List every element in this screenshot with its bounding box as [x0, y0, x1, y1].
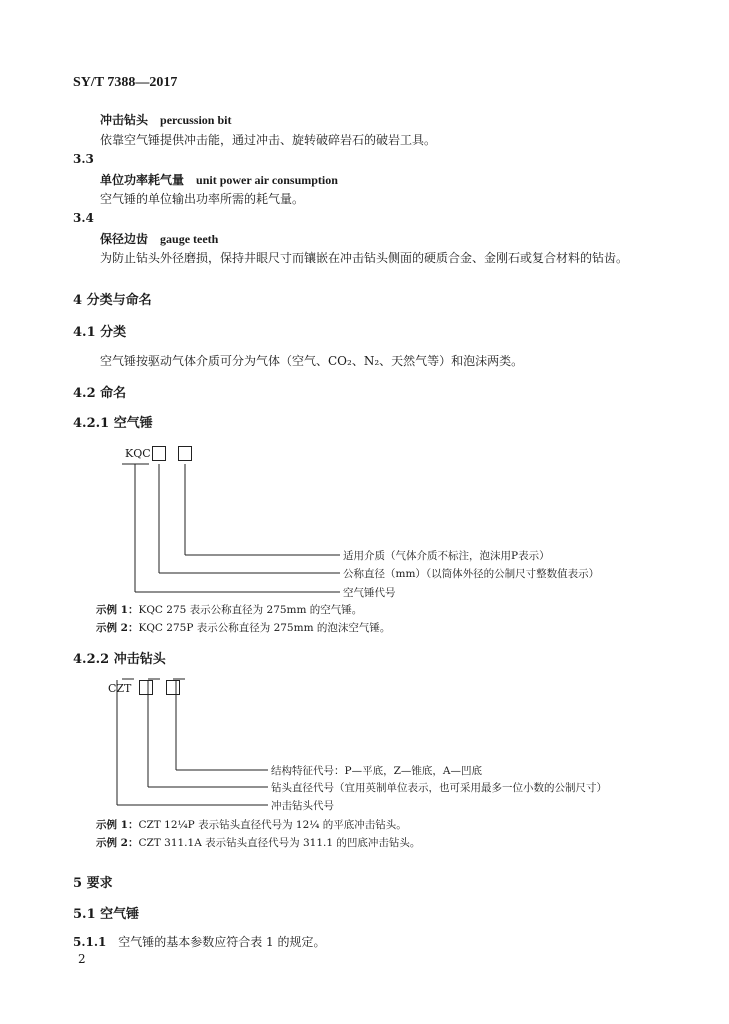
diagram-prefix: KQC: [125, 447, 151, 460]
example-label: 示例 1：: [96, 604, 139, 616]
section-4-title: 4 分类与命名: [73, 293, 152, 308]
term-zh: 冲击钻头: [100, 113, 149, 127]
example-label: 示例 2：: [96, 622, 139, 634]
section-4-1-text: 空气锤按驱动气体介质可分为气体（空气、CO₂、N₂、天然气等）和泡沫两类。: [100, 354, 524, 368]
term-definition: 依靠空气锤提供冲击能，通过冲击、旋转破碎岩石的破岩工具。: [100, 133, 437, 147]
example-text: KQC 275P 表示公称直径为 275mm 的泡沫空气锤。: [138, 622, 391, 634]
section-4-1-title: 4.1 分类: [73, 325, 127, 340]
term-definition: 为防止钻头外径磨损，保持井眼尺寸而镶嵌在冲击钻头侧面的硬质合金、金刚石或复合材料的钻齿。: [100, 251, 629, 265]
example: [96, 620, 390, 635]
term-definition: 空气锤的单位输出功率所需的耗气量。: [100, 192, 305, 206]
section-4-2-title: 4.2 命名: [73, 386, 127, 401]
example-text: CZT 12¼P 表示钻头直径代号为 12¼ 的平底冲击钻头。: [138, 819, 407, 831]
term-en: gauge teeth: [160, 232, 219, 246]
example-text: KQC 275 表示公称直径为 275mm 的空气锤。: [138, 604, 363, 616]
clause-number: 5.1.1: [73, 935, 107, 949]
section-4-2-2-title: 4.2.2 冲击钻头: [73, 652, 166, 667]
term-en: percussion bit: [160, 113, 232, 127]
section-5-1-title: 5.1 空气锤: [73, 907, 140, 922]
code-box-diameter: [139, 680, 153, 695]
clause-text: 空气锤的基本参数应符合表 1 的规定。: [118, 935, 326, 949]
code-box-structure: [166, 680, 180, 695]
diagram-label: 适用介质（气体介质不标注，泡沫用P表示）: [343, 550, 550, 562]
term-number: 3.4: [73, 211, 94, 225]
diagram-label: 空气锤代号: [343, 587, 396, 599]
example: [96, 835, 420, 850]
term-en: unit power air consumption: [196, 173, 338, 187]
page-number: 2: [78, 952, 86, 966]
diagram-label: 钻头直径代号（宜用英制单位表示，也可采用最多一位小数的公制尺寸）: [271, 782, 607, 794]
term-zh: 单位功率耗气量: [100, 173, 185, 187]
term-number: 3.3: [73, 152, 94, 166]
diagram-label: 结构特征代号：P—平底，Z—锥底，A—凹底: [271, 765, 482, 777]
diagram-label: 公称直径（mm）（以筒体外径的公制尺寸整数值表示）: [343, 568, 600, 580]
example-label: 示例 2：: [96, 837, 139, 849]
example: [96, 817, 407, 832]
example-text: CZT 311.1A 表示钻头直径代号为 311.1 的凹底冲击钻头。: [138, 837, 421, 849]
diagram-label: 冲击钻头代号: [271, 800, 334, 812]
example: [96, 602, 362, 617]
section-5-title: 5 要求: [73, 876, 113, 891]
section-5-1-1: [73, 933, 326, 950]
standard-code: SY/T 7388—2017: [73, 75, 178, 90]
diagram-prefix: CZT: [108, 682, 132, 695]
example-label: 示例 1：: [96, 819, 139, 831]
term-zh: 保径边齿: [100, 232, 149, 246]
section-4-2-1-title: 4.2.1 空气锤: [73, 416, 153, 431]
